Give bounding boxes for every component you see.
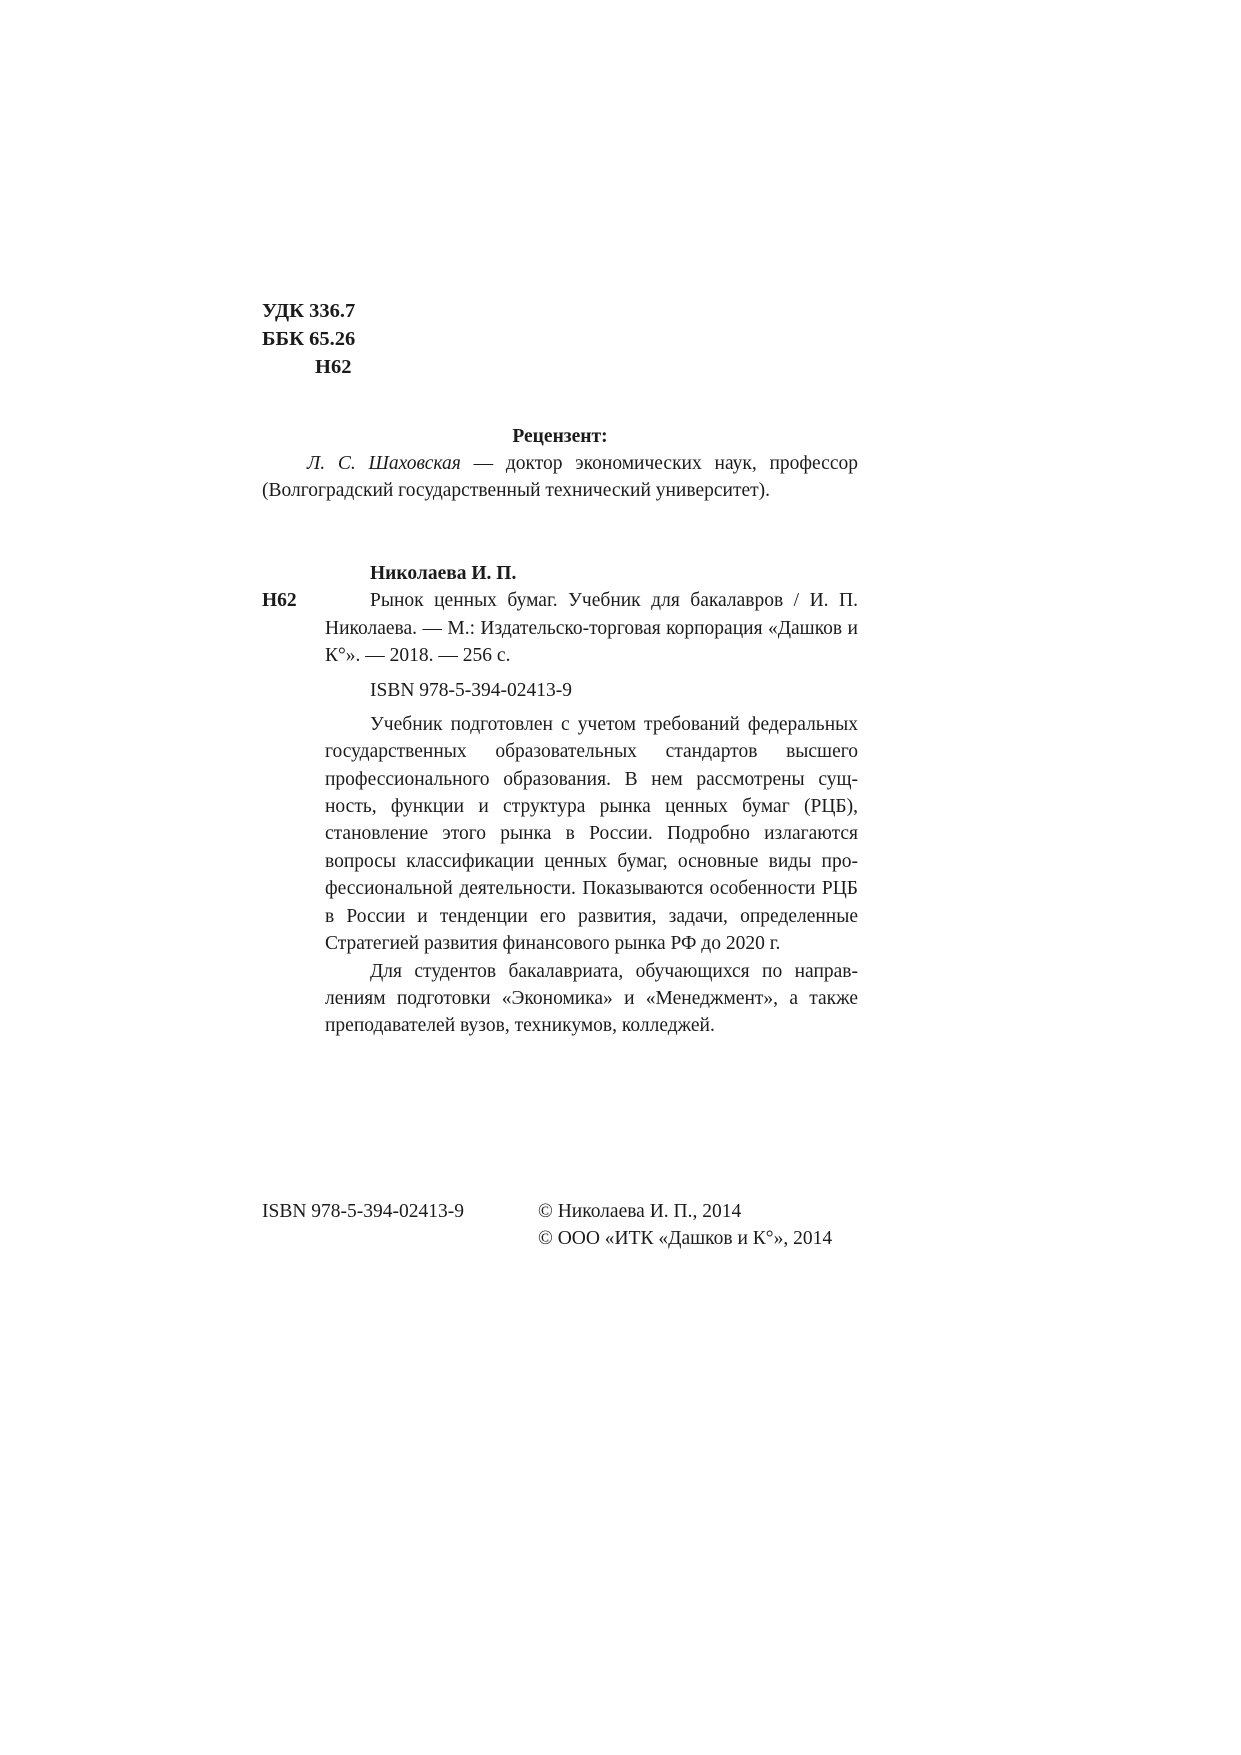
copyright-block [538, 1198, 858, 1253]
text-block [262, 0, 858, 1253]
reviewer-name: Л. С. Шаховская [307, 453, 461, 474]
copyright-publisher: © ООО «ИТК «Дашков и К°», 2014 [538, 1228, 833, 1250]
annotation-paragraph-2: Для студентов бакалавриата, обучающихся по направлениям подготовки «Экономика» и «Менеджмент», а также преподавателей вузов, техникумов, колледжей. [325, 960, 858, 1037]
classification-codes [262, 297, 858, 381]
reviewer-description: — доктор экономических наук, профессор (Волгоградский государственный технический университет). [262, 453, 858, 502]
margin-author-sign: Н62 [262, 590, 297, 612]
copyright-author: © Николаева И. П., 2014 [538, 1200, 742, 1222]
reviewer-heading: Рецензент: [512, 426, 608, 447]
catalog-card [262, 587, 858, 669]
footer [262, 1198, 858, 1253]
reviewer-paragraph [262, 450, 858, 505]
annotation [325, 711, 858, 1040]
bbk-code: ББК 65.26 [262, 328, 356, 350]
author-heading: Николаева И. П. [370, 562, 517, 584]
reviewer-section [262, 423, 858, 505]
udc-code: УДК 336.7 [262, 300, 356, 322]
footer-isbn: ISBN 978-5-394-02413-9 [262, 1200, 465, 1222]
author-sign-code: Н62 [315, 356, 352, 378]
isbn-line: ISBN 978-5-394-02413-9 [370, 680, 573, 702]
catalog-entry: Рынок ценных бумаг. Учебник для бакалавров / И. П. Николаева. — М.: Издательско-торговая корпорация «Дашков и К°». — 2018. — 256 с. [325, 590, 858, 667]
annotation-paragraph-1: Учебник подготовлен с учетом требований федеральных государственных образовательных стандартов высшего профессионального образования. В нем рассмотрены сущность, функции и структура рынка ценных бумаг (РЦБ), становление этого рынка в России. Подробно излагаются вопросы классификации ценных бумаг, основные виды профессиональной деятельности. Показываются особенности РЦБ в России и тенденции его развития, задачи, определенные Стратегией развития финансового рынка РФ до 2020 г. [325, 713, 858, 955]
